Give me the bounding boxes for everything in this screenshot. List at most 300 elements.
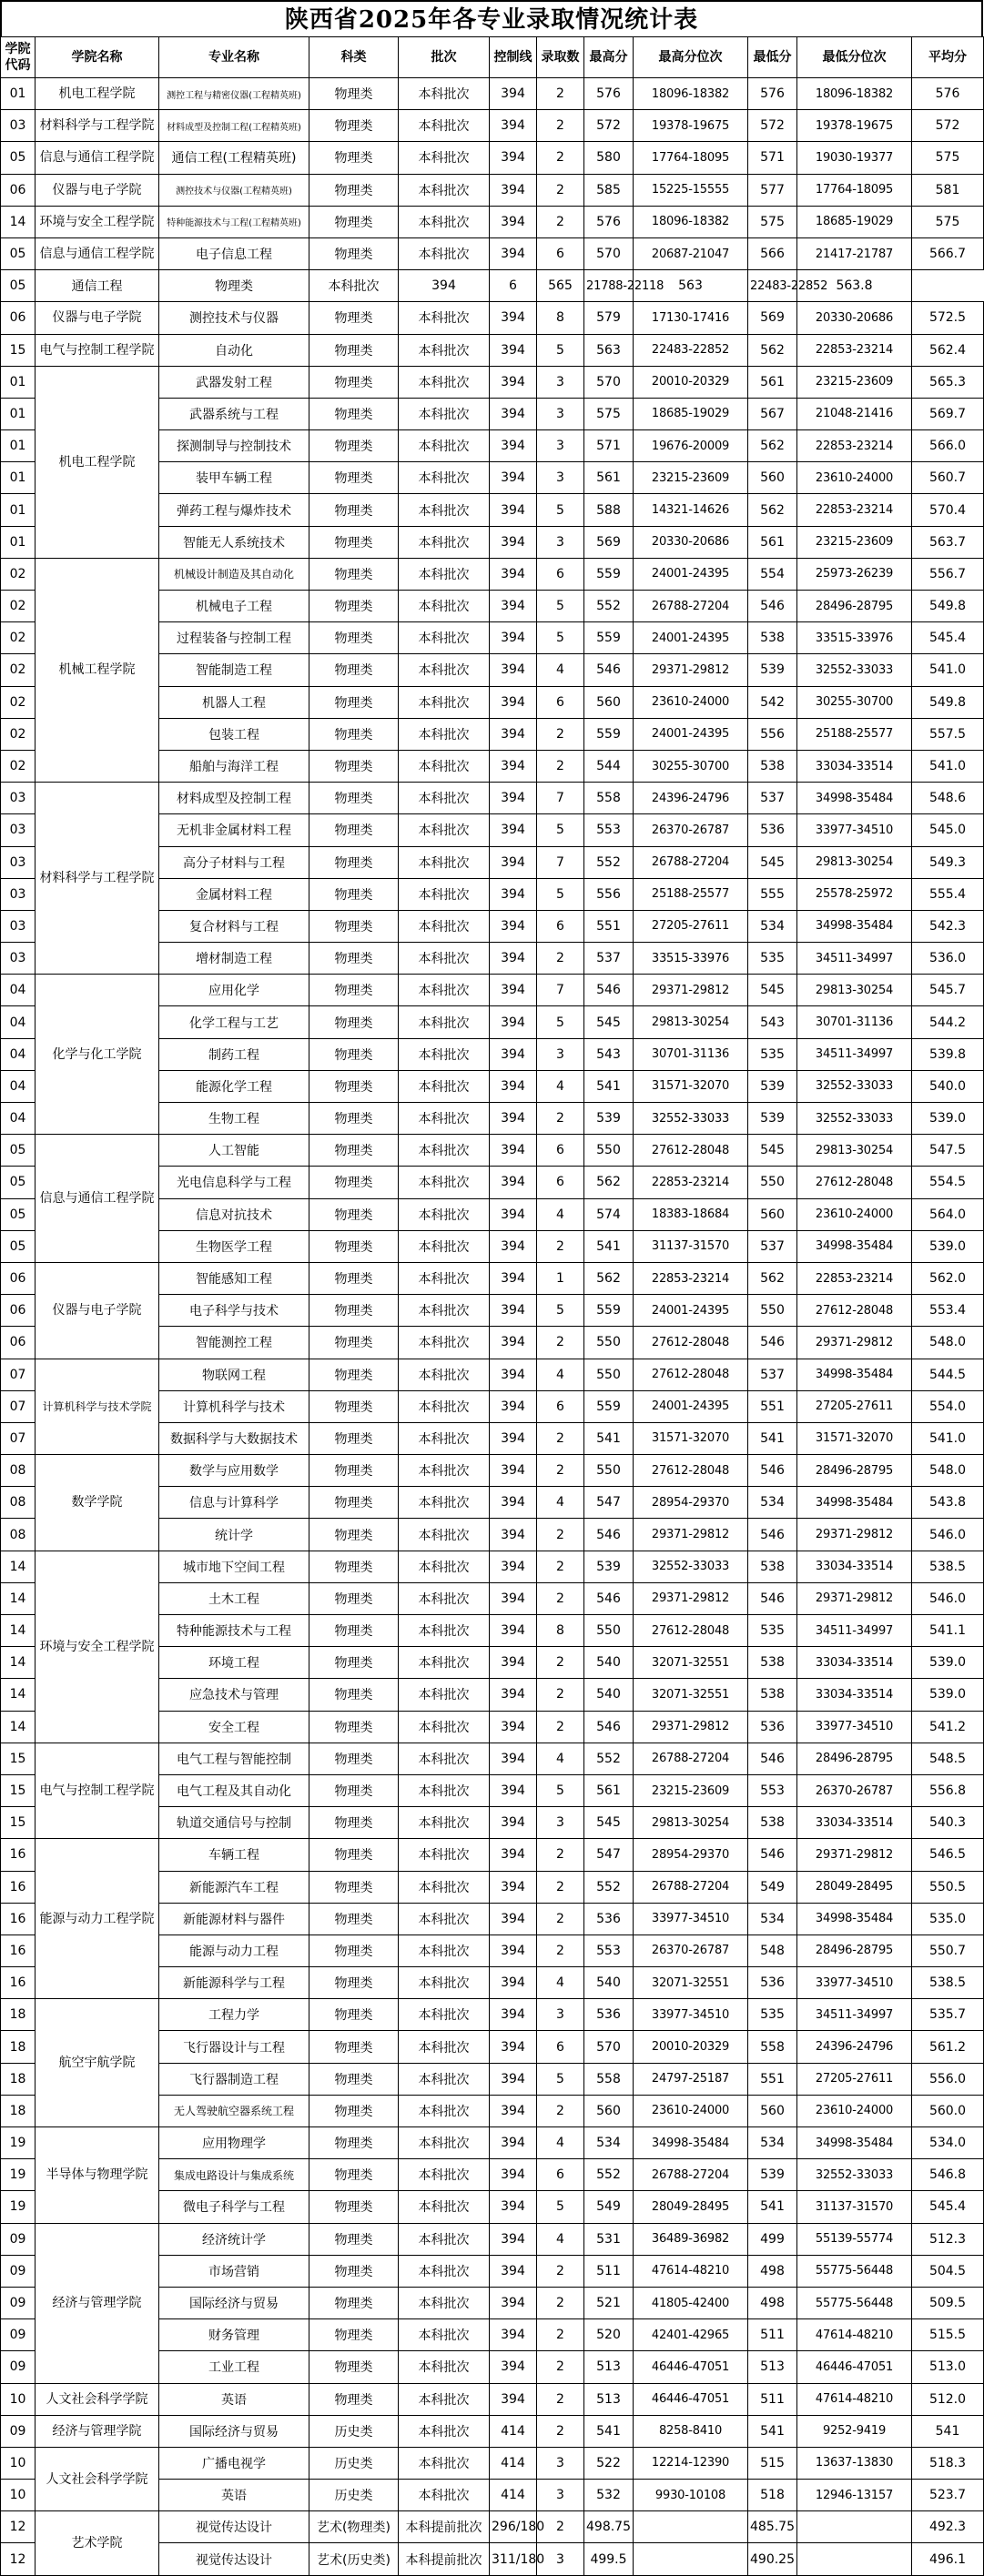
min-rank-cell: 32552-33033	[797, 1103, 912, 1135]
batch-cell: 本科批次	[399, 814, 490, 846]
category-cell: 物理类	[309, 1711, 399, 1743]
batch-cell: 本科批次	[399, 1871, 490, 1903]
category-cell: 物理类	[309, 526, 399, 558]
min-rank-cell: 19030-19377	[797, 142, 912, 174]
admitted-count-cell: 2	[537, 1551, 584, 1582]
min-rank-cell: 47614-48210	[797, 2383, 912, 2415]
category-cell: 物理类	[309, 2031, 399, 2063]
category-cell: 物理类	[309, 975, 399, 1006]
min-rank-cell: 34998-35484	[797, 2127, 912, 2159]
min-rank-cell: 55775-56448	[797, 2287, 912, 2318]
batch-cell: 本科批次	[399, 2287, 490, 2318]
batch-cell: 本科批次	[399, 206, 490, 237]
college-code-cell: 01	[1, 398, 36, 429]
table-row	[1, 1839, 984, 1871]
max-score-cell: 561	[584, 462, 634, 494]
batch-cell: 本科批次	[399, 1839, 490, 1871]
admitted-count-cell: 3	[537, 462, 584, 494]
college-name-cell: 人文社会科学学院	[36, 2447, 159, 2510]
major-cell: 电子科学与技术	[159, 1295, 309, 1327]
avg-score-cell: 534.0	[912, 2127, 984, 2159]
major-cell: 复合材料与工程	[159, 910, 309, 942]
min-score-cell: 562	[748, 1262, 797, 1294]
avg-score-cell: 546.5	[912, 1839, 984, 1871]
min-score-cell: 560	[748, 2095, 797, 2126]
college-code-cell: 14	[1, 206, 36, 237]
min-score-cell: 513	[748, 2351, 797, 2383]
college-code-cell: 03	[1, 814, 36, 846]
control-line-cell: 394	[490, 110, 537, 142]
major-cell: 物联网工程	[159, 1359, 309, 1390]
admitted-count-cell: 3	[537, 2543, 584, 2575]
control-line-cell: 394	[490, 718, 537, 750]
major-cell: 集成电路设计与集成系统	[159, 2159, 309, 2191]
table-row	[1, 1135, 984, 1167]
max-rank-cell: 36489-36982	[634, 2223, 748, 2255]
major-cell: 智能测控工程	[159, 1327, 309, 1359]
batch-cell: 本科批次	[399, 1359, 490, 1390]
major-cell: 人工智能	[159, 1135, 309, 1167]
control-line-cell: 394	[490, 1839, 537, 1871]
max-score-cell: 580	[584, 142, 634, 174]
control-line-cell: 394	[490, 2159, 537, 2191]
max-score-cell: 550	[584, 1359, 634, 1390]
min-rank-cell: 34998-35484	[797, 910, 912, 942]
control-line-cell: 394	[490, 1679, 537, 1711]
table-row	[1, 1743, 984, 1774]
major-cell: 能源化学工程	[159, 1070, 309, 1102]
control-line-cell: 394	[490, 1070, 537, 1102]
admitted-count-cell: 4	[537, 2127, 584, 2159]
max-rank-cell: 29371-29812	[634, 654, 748, 686]
category-cell: 物理类	[309, 1422, 399, 1454]
table-row	[1, 174, 984, 206]
admitted-count-cell: 3	[537, 366, 584, 398]
control-line-cell: 296/180	[490, 2511, 537, 2543]
admitted-count-cell: 3	[537, 430, 584, 462]
batch-cell: 本科批次	[399, 2127, 490, 2159]
control-line-cell: 394	[490, 943, 537, 975]
table-row	[1, 783, 984, 814]
max-score-cell: 588	[584, 494, 634, 526]
min-score-cell: 536	[748, 1711, 797, 1743]
min-score-cell: 562	[748, 430, 797, 462]
batch-cell: 本科批次	[399, 1390, 490, 1422]
max-rank-cell: 18383-18684	[634, 1198, 748, 1230]
category-cell: 物理类	[309, 622, 399, 654]
min-rank-cell: 27612-28048	[797, 1295, 912, 1327]
category-cell: 物理类	[309, 654, 399, 686]
min-score-cell: 485.75	[748, 2511, 797, 2543]
max-rank-cell: 41805-42400	[634, 2287, 748, 2318]
max-score-cell: 572	[584, 110, 634, 142]
major-cell: 环境工程	[159, 1647, 309, 1679]
category-cell: 物理类	[309, 462, 399, 494]
header-max-rank: 最高分位次	[634, 37, 748, 78]
college-code-cell: 05	[1, 1135, 36, 1167]
major-cell: 增材制造工程	[159, 943, 309, 975]
max-score-cell: 547	[584, 1487, 634, 1519]
avg-score-cell: 562.4	[912, 334, 984, 366]
min-rank-cell: 33977-34510	[797, 1711, 912, 1743]
avg-score-cell: 575	[912, 142, 984, 174]
min-score-cell: 558	[748, 2031, 797, 2063]
avg-score-cell: 556.8	[912, 1774, 984, 1806]
admitted-count-cell: 5	[537, 622, 584, 654]
avg-score-cell: 535.0	[912, 1903, 984, 1935]
header-admitted: 录取数	[537, 37, 584, 78]
major-cell: 信息与计算科学	[159, 1487, 309, 1519]
avg-score-cell: 556.0	[912, 2063, 984, 2095]
batch-cell: 本科批次	[399, 1230, 490, 1262]
max-rank-cell: 9930-10108	[634, 2480, 748, 2511]
college-code-cell: 02	[1, 686, 36, 718]
college-code-cell: 16	[1, 1903, 36, 1935]
major-cell: 智能制造工程	[159, 654, 309, 686]
min-score-cell: 549	[748, 1871, 797, 1903]
batch-cell: 本科批次	[399, 654, 490, 686]
admitted-count-cell: 5	[537, 1006, 584, 1038]
batch-cell: 本科批次	[399, 398, 490, 429]
control-line-cell: 394	[399, 270, 490, 302]
min-rank-cell: 25188-25577	[797, 718, 912, 750]
max-score-cell: 539	[584, 1551, 634, 1582]
max-rank-cell: 23215-23609	[634, 462, 748, 494]
major-cell: 国际经济与贸易	[159, 2287, 309, 2318]
min-rank-cell: 22483-22852	[748, 270, 797, 302]
category-cell: 物理类	[309, 2063, 399, 2095]
category-cell: 艺术(物理类)	[309, 2511, 399, 2543]
avg-score-cell: 572.5	[912, 302, 984, 334]
control-line-cell: 394	[490, 430, 537, 462]
college-code-cell: 07	[1, 1422, 36, 1454]
category-cell: 历史类	[309, 2415, 399, 2447]
avg-score-cell: 538.5	[912, 1551, 984, 1582]
min-score-cell: 535	[748, 1038, 797, 1070]
major-cell: 车辆工程	[159, 1839, 309, 1871]
college-code-cell: 09	[1, 2351, 36, 2383]
batch-cell: 本科批次	[399, 1167, 490, 1198]
college-code-cell: 14	[1, 1551, 36, 1582]
min-rank-cell: 23215-23609	[797, 526, 912, 558]
max-score-cell: 559	[584, 1390, 634, 1422]
college-name-cell: 信息与通信工程学院	[36, 1135, 159, 1263]
max-score-cell: 540	[584, 1647, 634, 1679]
min-score-cell: 538	[748, 1807, 797, 1839]
max-score-cell: 511	[584, 2255, 634, 2287]
control-line-cell: 394	[490, 2383, 537, 2415]
admitted-count-cell: 2	[537, 174, 584, 206]
avg-score-cell: 560.0	[912, 2095, 984, 2126]
control-line-cell: 394	[490, 526, 537, 558]
category-cell: 物理类	[309, 1167, 399, 1198]
max-rank-cell	[634, 2543, 748, 2575]
min-rank-cell: 31571-32070	[797, 1422, 912, 1454]
control-line-cell: 394	[490, 302, 537, 334]
max-rank-cell: 20010-20329	[634, 2031, 748, 2063]
major-cell: 过程装备与控制工程	[159, 622, 309, 654]
category-cell: 物理类	[309, 2383, 399, 2415]
avg-score-cell: 535.7	[912, 1999, 984, 2031]
max-rank-cell: 8258-8410	[634, 2415, 748, 2447]
college-name-cell: 信息与通信工程学院	[36, 237, 159, 269]
major-cell: 城市地下空间工程	[159, 1551, 309, 1582]
max-score-cell: 570	[584, 2031, 634, 2063]
category-cell: 物理类	[309, 1551, 399, 1582]
major-cell: 装甲车辆工程	[159, 462, 309, 494]
min-score-cell: 534	[748, 1487, 797, 1519]
max-rank-cell: 27205-27611	[634, 910, 748, 942]
control-line-cell: 394	[490, 654, 537, 686]
college-code-cell: 09	[1, 2415, 36, 2447]
control-line-cell: 394	[490, 1647, 537, 1679]
batch-cell: 本科批次	[399, 174, 490, 206]
max-rank-cell: 31571-32070	[634, 1422, 748, 1454]
admitted-count-cell: 2	[537, 2383, 584, 2415]
max-score-cell: 534	[584, 2127, 634, 2159]
max-score-cell: 513	[584, 2351, 634, 2383]
major-cell: 通信工程	[36, 270, 159, 302]
batch-cell: 本科批次	[399, 783, 490, 814]
max-rank-cell: 30701-31136	[634, 1038, 748, 1070]
max-score-cell: 537	[584, 943, 634, 975]
min-score-cell: 536	[748, 1967, 797, 1999]
batch-cell: 本科批次	[399, 110, 490, 142]
max-rank-cell: 27612-28048	[634, 1135, 748, 1167]
batch-cell: 本科批次	[399, 686, 490, 718]
control-line-cell: 394	[490, 334, 537, 366]
college-code-cell: 19	[1, 2127, 36, 2159]
major-cell: 无人驾驶航空器系统工程	[159, 2095, 309, 2126]
control-line-cell: 394	[490, 1103, 537, 1135]
max-rank-cell: 25188-25577	[634, 878, 748, 910]
avg-score-cell: 566.7	[912, 237, 984, 269]
min-score-cell: 560	[748, 462, 797, 494]
min-score-cell: 577	[748, 174, 797, 206]
category-cell: 物理类	[309, 846, 399, 878]
admitted-count-cell: 2	[537, 1903, 584, 1935]
table-row	[1, 1999, 984, 2031]
control-line-cell: 394	[490, 1551, 537, 1582]
min-rank-cell: 55775-56448	[797, 2255, 912, 2287]
min-score-cell: 543	[748, 1006, 797, 1038]
max-rank-cell: 22853-23214	[634, 1262, 748, 1294]
avg-score-cell: 541.0	[912, 654, 984, 686]
category-cell: 物理类	[309, 686, 399, 718]
control-line-cell: 394	[490, 78, 537, 110]
max-rank-cell: 26788-27204	[634, 1871, 748, 1903]
batch-cell: 本科批次	[399, 1198, 490, 1230]
batch-cell: 本科批次	[399, 142, 490, 174]
max-score-cell: 545	[584, 1006, 634, 1038]
max-score-cell: 513	[584, 2383, 634, 2415]
min-rank-cell: 34998-35484	[797, 1359, 912, 1390]
college-name-cell: 环境与安全工程学院	[36, 206, 159, 237]
control-line-cell: 394	[490, 1582, 537, 1614]
max-rank-cell: 14321-14626	[634, 494, 748, 526]
min-score-cell: 534	[748, 1903, 797, 1935]
batch-cell: 本科批次	[399, 591, 490, 622]
college-code-cell: 05	[1, 1167, 36, 1198]
avg-score-cell: 515.5	[912, 2319, 984, 2351]
category-cell: 物理类	[309, 1038, 399, 1070]
max-score-cell: 536	[584, 1999, 634, 2031]
max-score-cell: 546	[584, 1582, 634, 1614]
major-cell: 制药工程	[159, 1038, 309, 1070]
admitted-count-cell: 2	[537, 1519, 584, 1551]
admitted-count-cell: 1	[537, 1262, 584, 1294]
admitted-count-cell: 2	[537, 2287, 584, 2318]
min-score-cell: 546	[748, 1743, 797, 1774]
control-line-cell: 394	[490, 878, 537, 910]
batch-cell: 本科批次	[399, 2191, 490, 2223]
min-score-cell: 542	[748, 686, 797, 718]
admitted-count-cell: 5	[537, 494, 584, 526]
min-rank-cell: 28496-28795	[797, 1743, 912, 1774]
college-code-cell: 09	[1, 2319, 36, 2351]
admitted-count-cell: 5	[537, 591, 584, 622]
max-rank-cell: 26788-27204	[634, 1743, 748, 1774]
control-line-cell: 394	[490, 1903, 537, 1935]
admitted-count-cell: 4	[537, 1070, 584, 1102]
batch-cell: 本科批次	[399, 462, 490, 494]
control-line-cell: 394	[490, 783, 537, 814]
min-score-cell: 535	[748, 1999, 797, 2031]
batch-cell: 本科批次	[399, 2223, 490, 2255]
admitted-count-cell: 6	[537, 910, 584, 942]
min-rank-cell: 29813-30254	[797, 975, 912, 1006]
category-cell: 物理类	[309, 1871, 399, 1903]
avg-score-cell: 555.4	[912, 878, 984, 910]
max-score-cell: 545	[584, 1807, 634, 1839]
college-code-cell: 04	[1, 1006, 36, 1038]
college-code-cell: 14	[1, 1647, 36, 1679]
college-name-cell: 经济与管理学院	[36, 2415, 159, 2447]
max-rank-cell: 17130-17416	[634, 302, 748, 334]
control-line-cell: 394	[490, 1295, 537, 1327]
category-cell: 物理类	[309, 943, 399, 975]
college-code-cell: 05	[1, 142, 36, 174]
control-line-cell: 394	[490, 206, 537, 237]
max-rank-cell: 32071-32551	[634, 1679, 748, 1711]
major-cell: 新能源科学与工程	[159, 1967, 309, 1999]
min-rank-cell: 55139-55774	[797, 2223, 912, 2255]
batch-cell: 本科批次	[399, 1006, 490, 1038]
college-code-cell: 08	[1, 1519, 36, 1551]
college-name-cell: 经济与管理学院	[36, 2223, 159, 2383]
college-code-cell: 05	[1, 1198, 36, 1230]
college-name-cell: 仪器与电子学院	[36, 1262, 159, 1359]
batch-cell: 本科批次	[399, 1422, 490, 1454]
category-cell: 物理类	[309, 2191, 399, 2223]
max-score-cell: 556	[584, 878, 634, 910]
avg-score-cell: 549.8	[912, 686, 984, 718]
max-rank-cell: 24001-24395	[634, 1390, 748, 1422]
batch-cell: 本科批次	[399, 1743, 490, 1774]
min-score-cell: 546	[748, 1582, 797, 1614]
min-rank-cell: 25973-26239	[797, 558, 912, 590]
avg-score-cell: 561.2	[912, 2031, 984, 2063]
min-rank-cell: 28496-28795	[797, 591, 912, 622]
max-score-cell: 576	[584, 78, 634, 110]
min-rank-cell: 23215-23609	[797, 366, 912, 398]
batch-cell: 本科批次	[399, 1551, 490, 1582]
max-score-cell: 550	[584, 1455, 634, 1487]
college-code-cell: 04	[1, 1038, 36, 1070]
admitted-count-cell: 5	[537, 878, 584, 910]
batch-cell: 本科批次	[399, 2255, 490, 2287]
admitted-count-cell: 3	[537, 2447, 584, 2479]
table-row	[1, 2127, 984, 2159]
min-rank-cell: 12946-13157	[797, 2480, 912, 2511]
control-line-cell: 394	[490, 686, 537, 718]
admitted-count-cell: 6	[537, 2159, 584, 2191]
admitted-count-cell: 2	[537, 1582, 584, 1614]
batch-cell: 本科批次	[399, 1103, 490, 1135]
max-score-cell: 562	[584, 1167, 634, 1198]
avg-score-cell: 536.0	[912, 943, 984, 975]
category-cell: 物理类	[309, 2255, 399, 2287]
control-line-cell: 394	[490, 1935, 537, 1966]
min-rank-cell: 47614-48210	[797, 2319, 912, 2351]
admitted-count-cell: 6	[537, 1167, 584, 1198]
major-cell: 高分子材料与工程	[159, 846, 309, 878]
control-line-cell: 394	[490, 1006, 537, 1038]
max-rank-cell: 18096-18382	[634, 206, 748, 237]
max-rank-cell: 46446-47051	[634, 2383, 748, 2415]
max-rank-cell: 26788-27204	[634, 846, 748, 878]
avg-score-cell: 560.7	[912, 462, 984, 494]
category-cell: 物理类	[309, 398, 399, 429]
category-cell: 物理类	[309, 718, 399, 750]
category-cell: 物理类	[309, 1359, 399, 1390]
min-score-cell: 535	[748, 943, 797, 975]
min-score-cell: 536	[748, 814, 797, 846]
admitted-count-cell: 3	[537, 1999, 584, 2031]
control-line-cell: 394	[490, 2287, 537, 2318]
college-code-cell: 03	[1, 110, 36, 142]
min-score-cell: 539	[748, 654, 797, 686]
category-cell: 物理类	[309, 1327, 399, 1359]
control-line-cell: 311/180	[490, 2543, 537, 2575]
batch-cell: 本科批次	[399, 2031, 490, 2063]
min-rank-cell: 22853-23214	[797, 1262, 912, 1294]
major-cell: 智能无人系统技术	[159, 526, 309, 558]
max-score-cell: 546	[584, 654, 634, 686]
min-rank-cell: 34511-34997	[797, 943, 912, 975]
max-rank-cell: 26370-26787	[634, 1935, 748, 1966]
max-rank-cell: 24001-24395	[634, 622, 748, 654]
admitted-count-cell: 2	[537, 78, 584, 110]
batch-cell: 本科批次	[399, 1967, 490, 1999]
control-line-cell: 394	[490, 1999, 537, 2031]
college-code-cell: 15	[1, 1743, 36, 1774]
batch-cell: 本科批次	[399, 1519, 490, 1551]
avg-score-cell: 541	[912, 2415, 984, 2447]
min-score-cell: 561	[748, 526, 797, 558]
max-rank-cell: 29371-29812	[634, 1582, 748, 1614]
min-rank-cell: 26370-26787	[797, 1774, 912, 1806]
max-rank-cell: 23215-23609	[634, 1774, 748, 1806]
table-row	[1, 1359, 984, 1390]
control-line-cell: 394	[490, 814, 537, 846]
major-cell: 金属材料工程	[159, 878, 309, 910]
max-score-cell: 541	[584, 1070, 634, 1102]
max-score-cell: 541	[584, 1230, 634, 1262]
college-name-cell: 仪器与电子学院	[36, 302, 159, 334]
control-line-cell: 394	[490, 2095, 537, 2126]
batch-cell: 本科批次	[399, 1774, 490, 1806]
